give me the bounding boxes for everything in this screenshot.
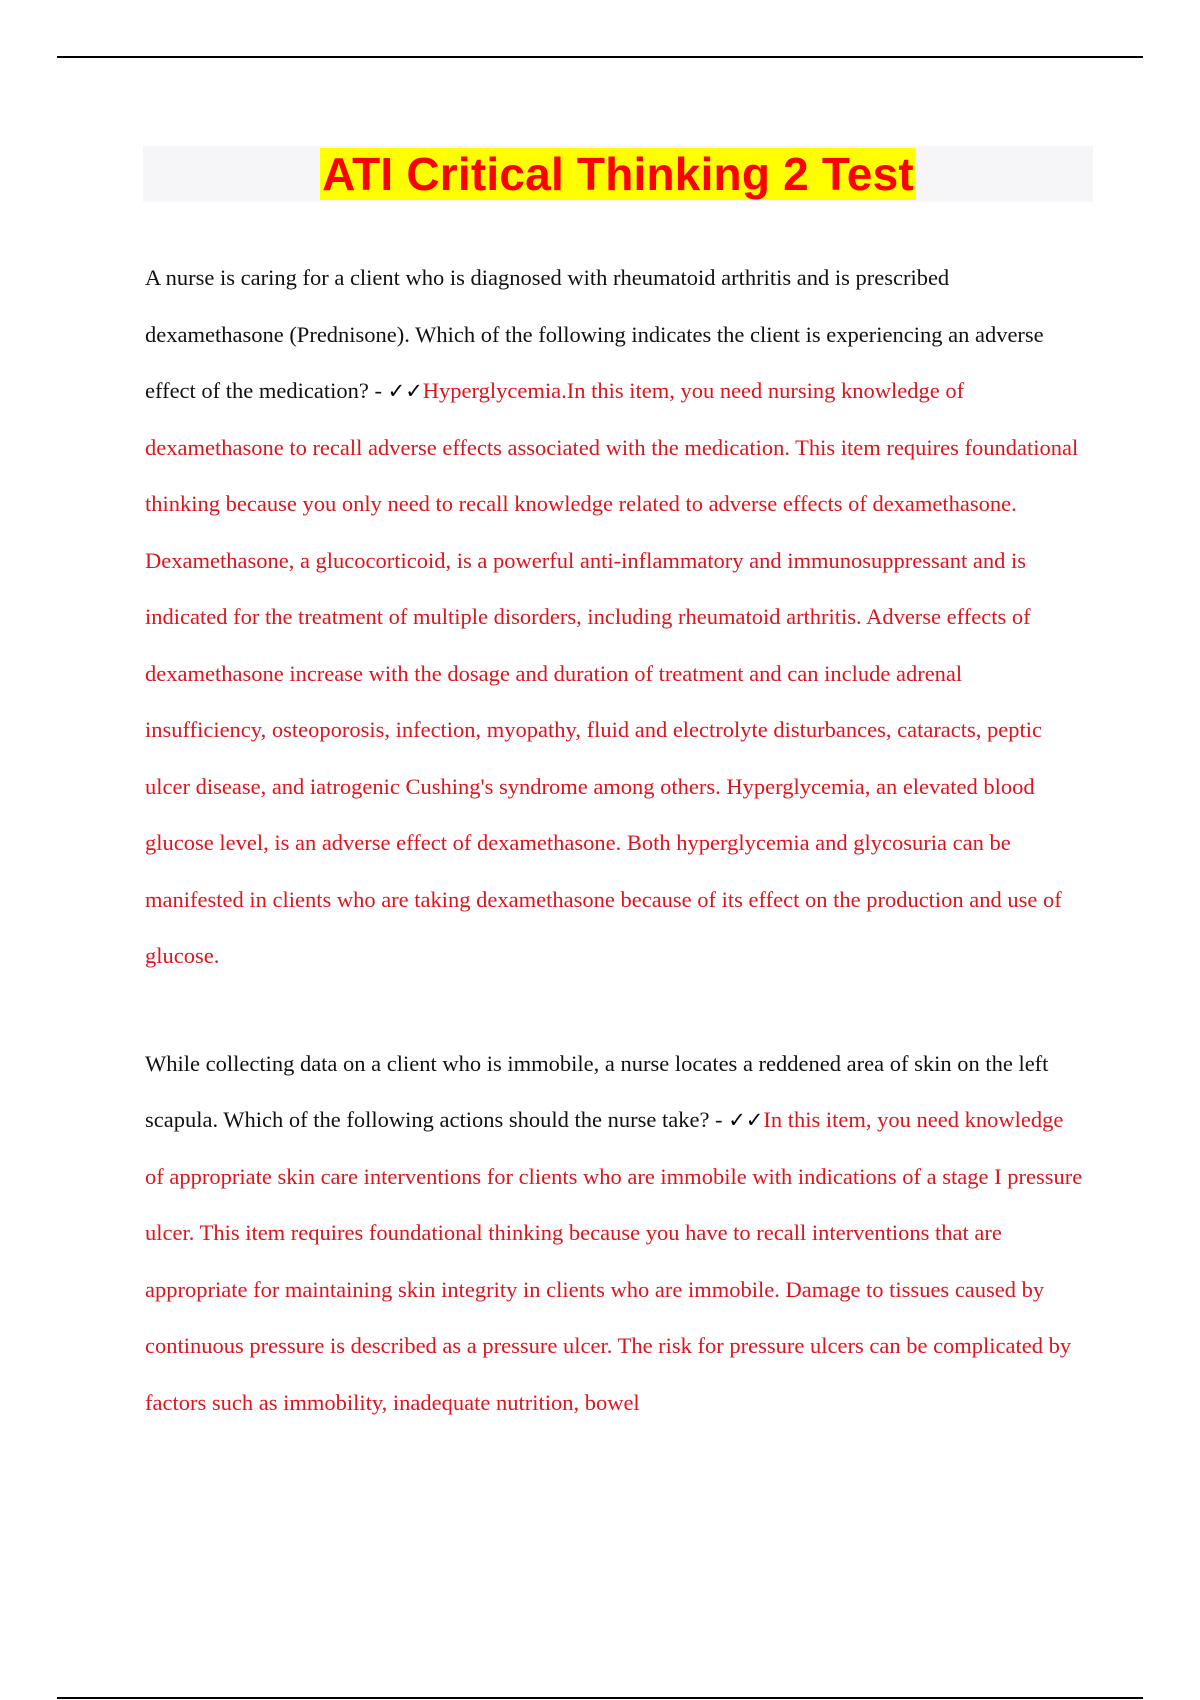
answer-text: In this item, you need knowledge of appropriate skin care interventions for clients who are immobile with indications of a stage I pressure ulcer. This item requires foundational thinking because you have to recall interventions that are appropriate for maintaining skin integrity in clients who are immobile. Damage to tissues caused by continuous pressure is described as a pressure ulcer. The risk for pressure ulcers can be complicated by factors such as immobility, inadequate nutrition, bowel [145, 1107, 1083, 1415]
question-text: A nurse is caring for a client who is diagnosed with rheumatoid arthritis and is prescribed dexamethasone (Prednisone). Which of the following indicates the client is experiencing an adverse effect of the medication? - [145, 265, 1044, 403]
document-title: ATI Critical Thinking 2 Test [322, 148, 914, 200]
question-block-1 [145, 250, 1085, 985]
title-band [143, 146, 1093, 202]
answer-text: Hyperglycemia.In this item, you need nursing knowledge of dexamethasone to recall adverse effects associated with the medication. This item requires foundational thinking because you only need to recall knowledge related to adverse effects of dexamethasone. Dexamethasone, a glucocorticoid, is a powerful anti-inflammatory and immunosuppressant and is indicated for the treatment of multiple disorders, including rheumatoid arthritis. Adverse effects of dexamethasone increase with the dosage and duration of treatment and can include adrenal insufficiency, osteoporosis, infection, myopathy, fluid and electrolyte disturbances, cataracts, peptic ulcer disease, and iatrogenic Cushing's syndrome among others. Hyperglycemia, an elevated blood glucose level, is an adverse effect of dexamethasone. Both hyperglycemia and glycosuria can be manifested in clients who are taking dexamethasone because of its effect on the production and use of glucose. [145, 378, 1079, 968]
question-block-2 [145, 1036, 1085, 1432]
document-body [145, 250, 1085, 1431]
double-check-icon: ✓✓ [387, 379, 423, 403]
top-divider [57, 56, 1143, 58]
double-check-icon: ✓✓ [728, 1108, 764, 1132]
bottom-divider [57, 1697, 1143, 1699]
question-text: While collecting data on a client who is immobile, a nurse locates a reddened area of skin on the left scapula. Which of the following actions should the nurse take? - [145, 1050, 1049, 1132]
